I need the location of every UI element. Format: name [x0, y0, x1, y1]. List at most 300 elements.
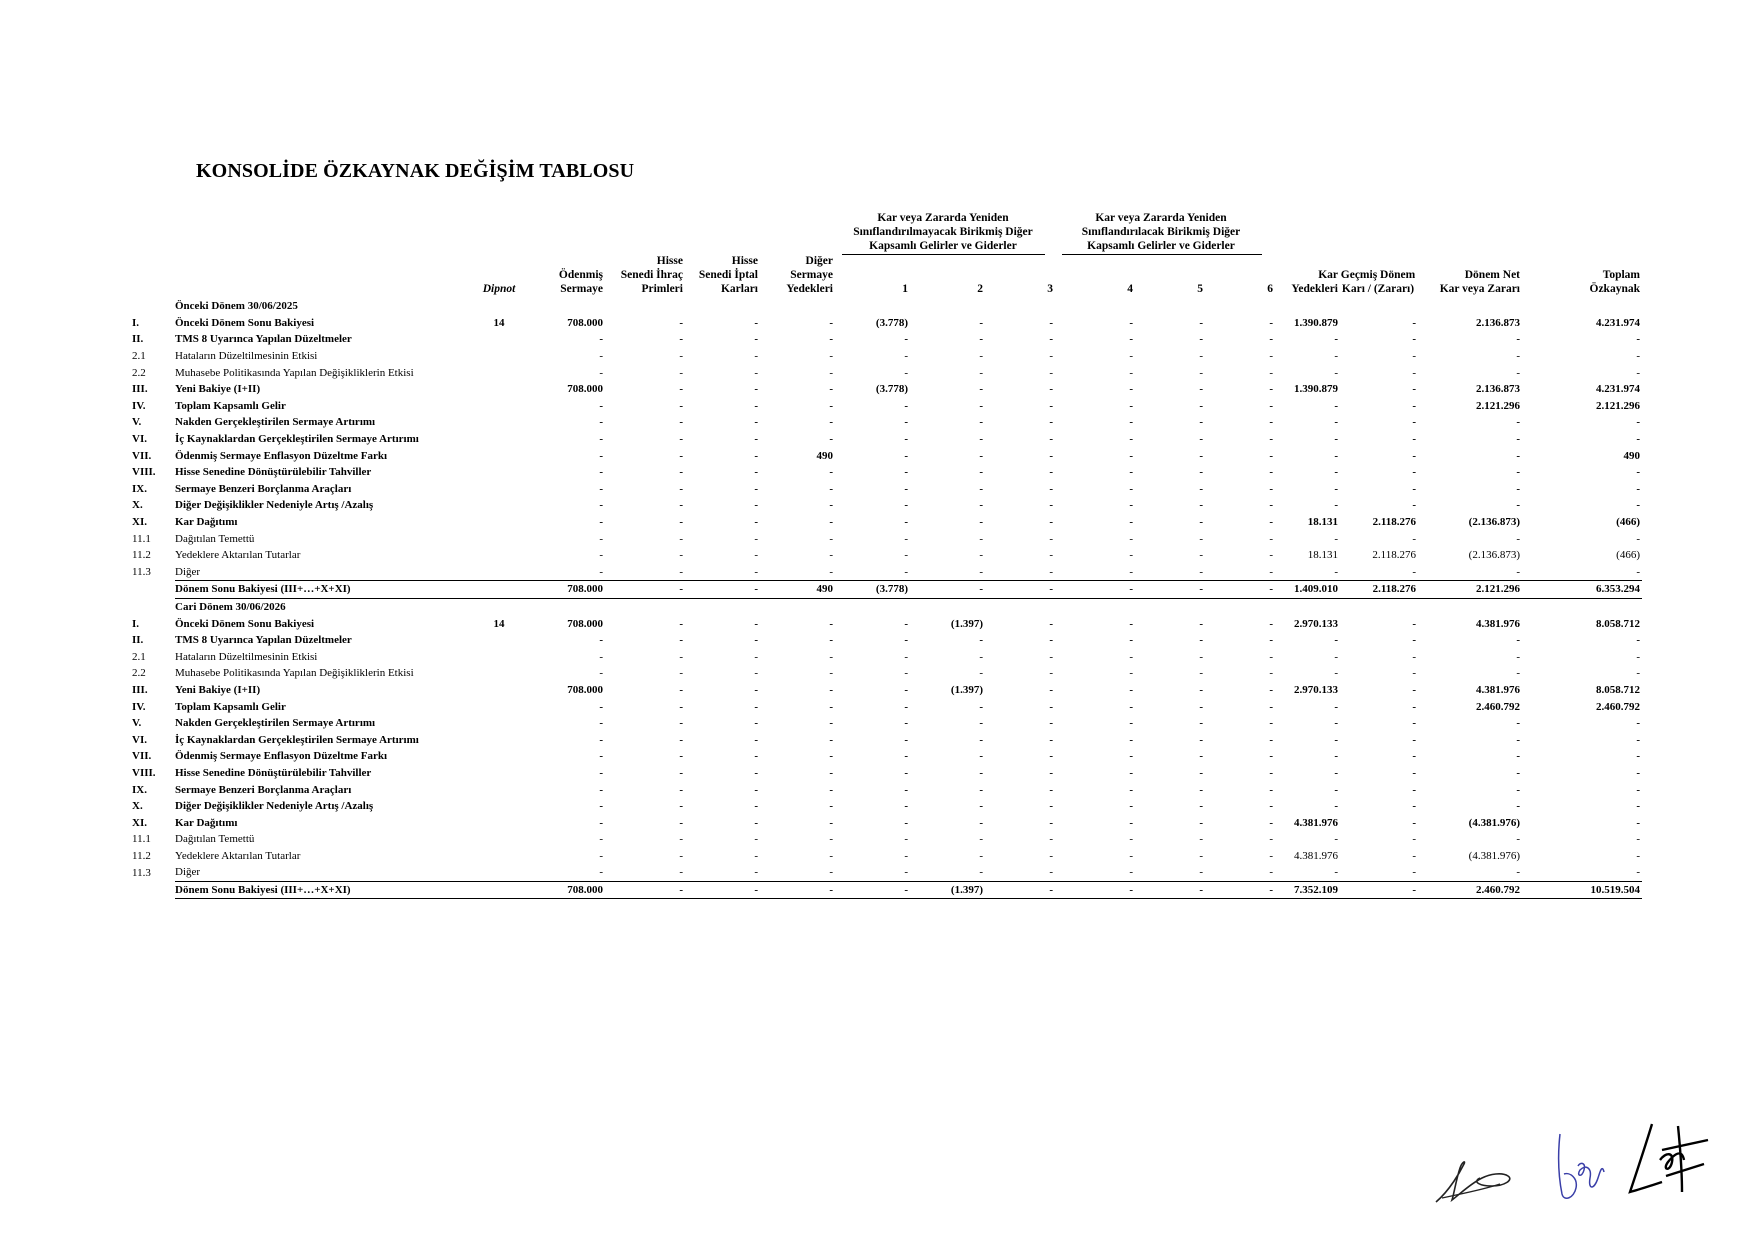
row-dipnot: [475, 765, 525, 782]
cell-value: -: [1199, 433, 1203, 446]
row-dipnot: [475, 447, 525, 464]
cell-value: -: [1269, 750, 1273, 763]
cell-value: -: [1269, 634, 1273, 647]
cell-value: -: [679, 816, 683, 829]
cell-value: -: [904, 717, 908, 730]
cell-value: -: [979, 482, 983, 495]
cell-value: -: [1334, 634, 1338, 647]
cell-value: -: [829, 366, 833, 379]
table-row: [130, 748, 1712, 765]
table-row: [130, 564, 1712, 581]
cell-value: -: [1199, 783, 1203, 796]
cell-value: -: [1129, 733, 1133, 746]
col-share-cancel-header: Hisse Senedi İptal Karları: [698, 255, 758, 295]
cell-value: [605, 298, 685, 315]
cell-value: -: [979, 700, 983, 713]
cell-value: -: [1334, 499, 1338, 512]
cell-value: -: [1049, 499, 1053, 512]
cell-value: -: [1516, 466, 1520, 479]
row-description: Yedeklere Aktarılan Tutarlar: [175, 549, 301, 562]
cell-value: 4.231.974: [1596, 316, 1640, 329]
cell-value: -: [754, 565, 758, 578]
row-number: X.: [132, 800, 143, 813]
row-description: Sermaye Benzeri Borçlanma Araçları: [175, 783, 352, 796]
cell-value: -: [599, 816, 603, 829]
cell-value: -: [679, 482, 683, 495]
cell-value: -: [1636, 667, 1640, 680]
cell-value: -: [1049, 866, 1053, 879]
row-dipnot: [475, 331, 525, 348]
cell-value: -: [679, 766, 683, 779]
cell-value: -: [754, 617, 758, 630]
row-description: Nakden Gerçekleştirilen Sermaye Artırımı: [175, 416, 376, 429]
cell-value: [1055, 298, 1135, 315]
cell-value: -: [1334, 565, 1338, 578]
cell-value: -: [1516, 750, 1520, 763]
cell-value: -: [599, 783, 603, 796]
cell-value: -: [1412, 617, 1416, 630]
cell-value: -: [1334, 333, 1338, 346]
cell-value: -: [1269, 416, 1273, 429]
cell-value: -: [829, 700, 833, 713]
cell-value: -: [1269, 383, 1273, 396]
cell-value: -: [1334, 866, 1338, 879]
cell-value: 708.000: [525, 881, 605, 899]
row-number: VII.: [132, 449, 152, 462]
cell-value: -: [754, 333, 758, 346]
page-title: KONSOLİDE ÖZKAYNAK DEĞİŞİM TABLOSU: [196, 160, 635, 182]
table-row: [130, 881, 1712, 899]
cell-value: -: [1334, 833, 1338, 846]
cell-value: -: [1049, 433, 1053, 446]
cell-value: -: [1412, 433, 1416, 446]
row-description: Yeni Bakiye (I+II): [175, 683, 261, 696]
row-dipnot: [475, 831, 525, 848]
cell-value: (1.397): [910, 881, 985, 899]
row-number: VI.: [132, 733, 147, 746]
cell-value: -: [1129, 833, 1133, 846]
cell-value: -: [1129, 350, 1133, 363]
cell-value: -: [1049, 617, 1053, 630]
cell-value: [1418, 298, 1522, 315]
cell-value: -: [979, 766, 983, 779]
cell-value: -: [1516, 650, 1520, 663]
col-2-header: 2: [977, 283, 983, 295]
cell-value: -: [829, 667, 833, 680]
cell-value: -: [904, 366, 908, 379]
cell-value: -: [685, 881, 760, 899]
cell-value: -: [1049, 700, 1053, 713]
cell-value: -: [979, 449, 983, 462]
cell-value: -: [1412, 333, 1416, 346]
cell-value: -: [1412, 667, 1416, 680]
cell-value: -: [829, 383, 833, 396]
cell-value: -: [1269, 650, 1273, 663]
cell-value: -: [754, 667, 758, 680]
table-row: [130, 715, 1712, 732]
cell-value: [1340, 598, 1418, 615]
cell-value: -: [1412, 849, 1416, 862]
cell-value: -: [829, 650, 833, 663]
cell-value: 1.390.879: [1294, 383, 1338, 396]
cell-value: -: [1049, 683, 1053, 696]
cell-value: -: [835, 881, 910, 899]
cell-value: -: [1199, 350, 1203, 363]
row-dipnot: [475, 598, 525, 615]
cell-value: -: [599, 499, 603, 512]
cell-value: -: [904, 433, 908, 446]
cell-value: -: [754, 516, 758, 529]
group-header-reclassified: Kar veya Zararda Yeniden Sınıflandırılacak Birikmiş Diğer Kapsamlı Gelirler ve Giderler: [1081, 212, 1241, 252]
row-dipnot: [475, 864, 525, 881]
cell-value: -: [1129, 399, 1133, 412]
cell-value: -: [829, 750, 833, 763]
row-number: II.: [132, 634, 144, 647]
cell-value: -: [1269, 466, 1273, 479]
row-description: Önceki Dönem Sonu Bakiyesi: [175, 617, 315, 630]
row-number: 11.2: [132, 849, 151, 862]
table-row: [130, 831, 1712, 848]
cell-value: -: [1199, 532, 1203, 545]
cell-value: -: [599, 866, 603, 879]
cell-value: -: [1129, 634, 1133, 647]
cell-value: -: [1412, 750, 1416, 763]
cell-value: -: [1199, 634, 1203, 647]
cell-value: 18.131: [1307, 549, 1338, 562]
cell-value: -: [829, 433, 833, 446]
cell-value: -: [599, 700, 603, 713]
cell-value: -: [754, 316, 758, 329]
cell-value: -: [1049, 733, 1053, 746]
row-description: Hisse Senedine Dönüştürülebilir Tahviller: [175, 466, 372, 479]
cell-value: -: [829, 683, 833, 696]
cell-value: -: [599, 416, 603, 429]
row-dipnot: [475, 547, 525, 564]
cell-value: -: [1269, 617, 1273, 630]
cell-value: -: [599, 333, 603, 346]
cell-value: 2.460.792: [1596, 700, 1640, 713]
cell-value: -: [1269, 800, 1273, 813]
cell-value: [910, 598, 985, 615]
cell-value: -: [904, 816, 908, 829]
cell-value: -: [754, 350, 758, 363]
cell-value: -: [1199, 683, 1203, 696]
table-row: [130, 765, 1712, 782]
cell-value: -: [1129, 549, 1133, 562]
cell-value: -: [1129, 750, 1133, 763]
cell-value: -: [829, 634, 833, 647]
cell-value: -: [754, 499, 758, 512]
row-dipnot: [475, 298, 525, 315]
cell-value: -: [979, 866, 983, 879]
cell-value: -: [599, 466, 603, 479]
cell-value: -: [754, 833, 758, 846]
cell-value: -: [1269, 565, 1273, 578]
row-number: V.: [132, 717, 142, 730]
row-dipnot: [475, 464, 525, 481]
table-row: [130, 315, 1712, 332]
cell-value: 4.381.976: [1476, 683, 1520, 696]
cell-value: -: [605, 881, 685, 899]
cell-value: 4.231.974: [1596, 383, 1640, 396]
cell-value: -: [679, 617, 683, 630]
cell-value: -: [1129, 333, 1133, 346]
cell-value: -: [1129, 532, 1133, 545]
cell-value: -: [1269, 866, 1273, 879]
table-row: [130, 331, 1712, 348]
cell-value: -: [904, 750, 908, 763]
row-dipnot: 14: [493, 617, 505, 630]
cell-value: -: [1636, 866, 1640, 879]
cell-value: -: [1049, 366, 1053, 379]
cell-value: -: [1516, 333, 1520, 346]
cell-value: -: [1636, 499, 1640, 512]
table-row: [130, 414, 1712, 431]
col-4-header: 4: [1127, 283, 1133, 295]
cell-value: -: [1199, 816, 1203, 829]
cell-value: -: [599, 482, 603, 495]
cell-value: 708.000: [567, 617, 603, 630]
cell-value: -: [754, 750, 758, 763]
cell-value: 2.118.276: [1372, 549, 1416, 562]
table-row: [130, 698, 1712, 715]
col-total-equity-header: Toplam Özkaynak: [1589, 269, 1640, 295]
cell-value: -: [754, 783, 758, 796]
row-number: X.: [132, 499, 143, 512]
cell-value: -: [679, 783, 683, 796]
cell-value: -: [1269, 549, 1273, 562]
cell-value: -: [1412, 565, 1416, 578]
cell-value: 708.000: [567, 683, 603, 696]
cell-value: -: [904, 634, 908, 647]
cell-value: -: [1516, 800, 1520, 813]
row-dipnot: [475, 648, 525, 665]
cell-value: -: [1199, 766, 1203, 779]
table-row: [130, 398, 1712, 415]
cell-value: -: [599, 634, 603, 647]
col-desc-header: [175, 254, 475, 298]
cell-value: -: [1269, 482, 1273, 495]
cell-value: 6.353.294: [1522, 581, 1642, 599]
cell-value: 2.460.792: [1476, 700, 1520, 713]
row-dipnot: [475, 715, 525, 732]
cell-value: 2.136.873: [1476, 383, 1520, 396]
cell-value: -: [1205, 881, 1275, 899]
cell-value: -: [1049, 667, 1053, 680]
cell-value: -: [1636, 634, 1640, 647]
row-description: Sermaye Benzeri Borçlanma Araçları: [175, 482, 352, 495]
col-num-header: [130, 254, 175, 298]
row-description: Nakden Gerçekleştirilen Sermaye Artırımı: [175, 717, 376, 730]
cell-value: -: [754, 383, 758, 396]
col-net-profit-header: Dönem Net Kar veya Zararı: [1439, 269, 1520, 295]
signature-1: [1430, 1150, 1540, 1210]
row-number: IX.: [132, 482, 147, 495]
table-row: [130, 514, 1712, 531]
cell-value: [685, 298, 760, 315]
col-dipnot-header: Dipnot: [482, 283, 516, 295]
cell-value: -: [829, 516, 833, 529]
cell-value: -: [679, 549, 683, 562]
row-description: Yedeklere Aktarılan Tutarlar: [175, 849, 301, 862]
cell-value: -: [1412, 766, 1416, 779]
cell-value: -: [979, 833, 983, 846]
row-dipnot: [475, 381, 525, 398]
cell-value: -: [1334, 466, 1338, 479]
cell-value: -: [1636, 565, 1640, 578]
table-row: [130, 581, 1712, 599]
cell-value: -: [1049, 783, 1053, 796]
cell-value: -: [1269, 333, 1273, 346]
cell-value: 708.000: [567, 383, 603, 396]
row-dipnot: [475, 530, 525, 547]
cell-value: [760, 598, 835, 615]
cell-value: -: [1636, 750, 1640, 763]
cell-value: -: [1129, 499, 1133, 512]
cell-value: -: [1516, 350, 1520, 363]
cell-value: -: [1636, 849, 1640, 862]
cell-value: -: [1049, 549, 1053, 562]
col-profit-reserves-header: Kar Yedekleri: [1291, 269, 1338, 295]
table-row: [130, 648, 1712, 665]
row-dipnot: [475, 348, 525, 365]
cell-value: -: [599, 849, 603, 862]
row-number: I.: [132, 316, 140, 329]
row-dipnot: [475, 848, 525, 865]
row-description: Ödenmiş Sermaye Enflasyon Düzeltme Farkı: [175, 750, 388, 763]
cell-value: 4.381.976: [1294, 849, 1338, 862]
cell-value: -: [1412, 416, 1416, 429]
cell-value: -: [1129, 565, 1133, 578]
cell-value: -: [1412, 816, 1416, 829]
cell-value: -: [679, 849, 683, 862]
cell-value: -: [979, 466, 983, 479]
row-dipnot: [475, 748, 525, 765]
cell-value: -: [1269, 350, 1273, 363]
cell-value: -: [599, 766, 603, 779]
row-number: 11.2: [132, 549, 151, 562]
cell-value: -: [1269, 700, 1273, 713]
row-number: VI.: [132, 433, 147, 446]
cell-value: -: [679, 449, 683, 462]
cell-value: -: [1636, 833, 1640, 846]
cell-value: [1522, 298, 1642, 315]
row-dipnot: [475, 881, 525, 899]
cell-value: -: [1129, 466, 1133, 479]
cell-value: -: [754, 700, 758, 713]
cell-value: -: [1412, 783, 1416, 796]
row-description: İç Kaynaklardan Gerçekleştirilen Sermaye Artırımı: [175, 433, 419, 446]
cell-value: -: [1129, 482, 1133, 495]
row-description: Dönem Sonu Bakiyesi (III+…+X+XI): [175, 581, 475, 599]
cell-value: -: [1636, 733, 1640, 746]
cell-value: -: [685, 581, 760, 599]
cell-value: -: [679, 532, 683, 545]
cell-value: -: [1129, 800, 1133, 813]
row-description: Toplam Kapsamlı Gelir: [175, 700, 286, 713]
cell-value: -: [599, 350, 603, 363]
cell-value: -: [904, 783, 908, 796]
cell-value: [1135, 298, 1205, 315]
cell-value: -: [1412, 350, 1416, 363]
row-description: Dağıtılan Temettü: [175, 532, 255, 545]
cell-value: -: [1049, 650, 1053, 663]
cell-value: -: [1636, 650, 1640, 663]
cell-value: -: [1199, 565, 1203, 578]
cell-value: -: [979, 333, 983, 346]
cell-value: -: [829, 849, 833, 862]
cell-value: [525, 298, 605, 315]
cell-value: (3.778): [875, 383, 908, 396]
cell-value: -: [1412, 634, 1416, 647]
cell-value: -: [1199, 733, 1203, 746]
cell-value: -: [1412, 833, 1416, 846]
cell-value: -: [679, 750, 683, 763]
cell-value: -: [1049, 482, 1053, 495]
cell-value: -: [1199, 516, 1203, 529]
cell-value: -: [979, 316, 983, 329]
cell-value: -: [979, 717, 983, 730]
cell-value: -: [904, 499, 908, 512]
row-dipnot: [475, 497, 525, 514]
cell-value: -: [979, 383, 983, 396]
cell-value: -: [599, 399, 603, 412]
cell-value: -: [754, 683, 758, 696]
cell-value: -: [754, 800, 758, 813]
cell-value: -: [1135, 581, 1205, 599]
cell-value: -: [1412, 449, 1416, 462]
row-number: II.: [132, 333, 144, 346]
col-3-header: 3: [1047, 283, 1053, 295]
col-other-capital-header: Diğer Sermaye Yedekleri: [786, 255, 833, 295]
table-row: [130, 431, 1712, 448]
cell-value: -: [904, 617, 908, 630]
col-1-header: 1: [902, 283, 908, 295]
cell-value: -: [829, 499, 833, 512]
cell-value: 490: [760, 581, 835, 599]
row-description: Diğer Değişiklikler Nedeniyle Artış /Azalış: [175, 800, 374, 813]
cell-value: -: [979, 816, 983, 829]
row-number: XI.: [132, 516, 147, 529]
cell-value: -: [979, 350, 983, 363]
cell-value: -: [1199, 316, 1203, 329]
cell-value: -: [1516, 482, 1520, 495]
cell-value: -: [754, 766, 758, 779]
cell-value: -: [1334, 783, 1338, 796]
cell-value: -: [1334, 416, 1338, 429]
cell-value: -: [1269, 399, 1273, 412]
cell-value: -: [1269, 833, 1273, 846]
cell-value: -: [829, 316, 833, 329]
cell-value: -: [829, 466, 833, 479]
row-description: Diğer: [175, 565, 201, 578]
row-number: 2.1: [132, 650, 146, 663]
cell-value: -: [904, 466, 908, 479]
cell-value: -: [1049, 449, 1053, 462]
cell-value: -: [979, 750, 983, 763]
cell-value: 7.352.109: [1275, 881, 1340, 899]
row-description: Ödenmiş Sermaye Enflasyon Düzeltme Farkı: [175, 449, 388, 462]
cell-value: -: [1636, 766, 1640, 779]
cell-value: -: [904, 849, 908, 862]
cell-value: -: [1334, 399, 1338, 412]
cell-value: -: [1412, 717, 1416, 730]
cell-value: 2.136.873: [1476, 316, 1520, 329]
cell-value: 10.519.504: [1522, 881, 1642, 899]
table-row: [130, 781, 1712, 798]
cell-value: -: [1199, 833, 1203, 846]
cell-value: -: [829, 816, 833, 829]
